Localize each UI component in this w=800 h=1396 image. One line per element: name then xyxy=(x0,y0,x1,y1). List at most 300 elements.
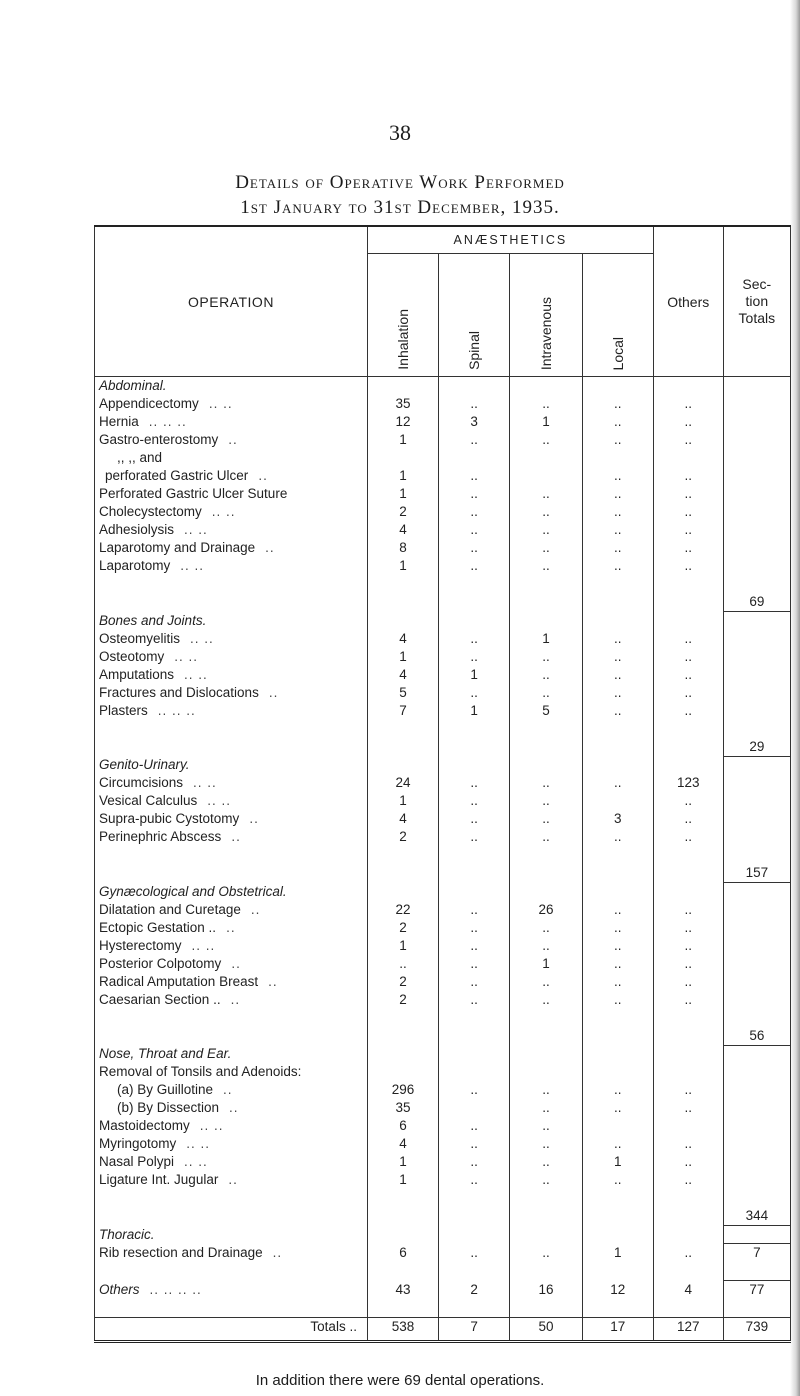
leader-dots: .. .. .. xyxy=(148,414,187,429)
empty-cell xyxy=(439,720,510,738)
section-total-empty xyxy=(723,792,790,810)
operation-name xyxy=(95,630,368,648)
leader-dots: .. .. .. xyxy=(157,702,196,718)
local-value xyxy=(582,1117,653,1135)
spacer-row xyxy=(95,738,791,757)
leader-dots: .. .. xyxy=(174,648,199,664)
total-intravenous: 50 xyxy=(510,1318,582,1342)
spinal-value xyxy=(439,1099,510,1117)
intravenous-value: .. xyxy=(510,557,582,575)
page-number: 38 xyxy=(389,120,411,145)
leader-dots: .. xyxy=(231,829,241,844)
section-total xyxy=(723,846,790,864)
leader-dots: .. .. xyxy=(193,775,217,790)
others-value: .. xyxy=(653,1171,723,1189)
operation-name xyxy=(95,1281,368,1300)
others-value: .. xyxy=(653,937,723,955)
inhalation-value: 12 xyxy=(367,413,438,431)
intravenous-value: .. xyxy=(510,774,582,792)
section-total-empty xyxy=(723,557,790,575)
section-total-empty xyxy=(723,449,790,467)
inhalation-value: 1 xyxy=(367,792,438,810)
empty-cell xyxy=(439,1009,510,1027)
spinal-value: .. xyxy=(439,792,510,810)
inhalation-value: 6 xyxy=(367,1244,438,1263)
local-value: .. xyxy=(582,684,653,702)
section-total-empty xyxy=(723,630,790,648)
intravenous-value: .. xyxy=(510,431,582,449)
inhalation-value: 35 xyxy=(367,395,438,413)
local-value: .. xyxy=(582,774,653,792)
header-local: Local xyxy=(582,254,653,377)
empty-cell xyxy=(510,738,582,757)
operation-name xyxy=(95,413,368,431)
leader-dots: .. .. xyxy=(184,1154,208,1169)
empty-cell xyxy=(439,1226,510,1244)
empty-cell xyxy=(95,1027,368,1046)
total-spinal: 7 xyxy=(439,1318,510,1342)
spinal-value: 2 xyxy=(439,1281,510,1300)
empty-cell xyxy=(582,738,653,757)
others-value: .. xyxy=(653,973,723,991)
empty-cell xyxy=(367,377,438,396)
inhalation-value xyxy=(367,449,438,467)
inhalation-value: 2 xyxy=(367,919,438,937)
empty-cell xyxy=(439,1207,510,1226)
others-value: .. xyxy=(653,810,723,828)
total-others: 127 xyxy=(653,1318,723,1342)
local-value: .. xyxy=(582,1135,653,1153)
operation-label: (a) By Guillotine xyxy=(117,1082,214,1097)
section-total: 56 xyxy=(723,1027,790,1046)
operation-name xyxy=(95,431,368,449)
footnote: In addition there were 69 dental operations. xyxy=(255,1372,545,1389)
empty-cell xyxy=(510,720,582,738)
empty-cell xyxy=(582,593,653,612)
inhalation-value: 22 xyxy=(367,901,438,919)
leader-dots: .. xyxy=(223,1082,233,1097)
local-value: .. xyxy=(582,485,653,503)
section-total-empty xyxy=(723,1117,790,1135)
intravenous-value: .. xyxy=(510,1099,582,1117)
operation-name xyxy=(95,774,368,792)
leader-dots: .. xyxy=(229,1100,239,1115)
table-row xyxy=(95,449,791,467)
section-heading-row xyxy=(95,1226,791,1244)
others-value: .. xyxy=(653,702,723,720)
intravenous-value: .. xyxy=(510,1117,582,1135)
empty-cell xyxy=(510,1299,582,1318)
leader-dots: .. xyxy=(268,684,279,700)
section-heading: Nose, Throat and Ear. xyxy=(95,1045,368,1063)
inhalation-value: 35 xyxy=(367,1099,438,1117)
inhalation-value: 1 xyxy=(367,1153,438,1171)
spinal-value: .. xyxy=(439,395,510,413)
leader-dots: .. xyxy=(250,901,261,917)
section-total-empty xyxy=(723,702,790,720)
local-value: .. xyxy=(582,648,653,666)
empty-cell xyxy=(653,1207,723,1226)
spinal-value: .. xyxy=(439,955,510,973)
empty-cell xyxy=(582,377,653,396)
operation-label: Perinephric Abscess xyxy=(99,829,222,844)
intravenous-value: .. xyxy=(510,1135,582,1153)
table-row xyxy=(95,485,791,503)
operation-name xyxy=(95,702,368,720)
intravenous-value: 26 xyxy=(510,901,582,919)
header-spinal: Spinal xyxy=(439,254,510,377)
empty-cell xyxy=(510,1262,582,1281)
operation-label: Mastoidectomy xyxy=(99,1118,190,1133)
empty-cell xyxy=(367,593,438,612)
intravenous-value: .. xyxy=(510,648,582,666)
leader-dots: .. xyxy=(258,468,268,483)
empty-cell xyxy=(510,883,582,901)
inhalation-value: 4 xyxy=(367,810,438,828)
leader-dots: .. .. xyxy=(184,522,208,537)
empty-cell xyxy=(367,575,438,593)
section-total-empty xyxy=(723,467,790,485)
header-anaesthetics: ANÆSTHETICS xyxy=(367,226,653,254)
spinal-value: 3 xyxy=(439,413,510,431)
empty-cell xyxy=(582,846,653,864)
operation-label: Vesical Calculus xyxy=(99,793,198,808)
empty-cell xyxy=(439,575,510,593)
inhalation-value: 296 xyxy=(367,1081,438,1099)
inhalation-value: 6 xyxy=(367,1117,438,1135)
intravenous-value: 1 xyxy=(510,955,582,973)
others-value: .. xyxy=(653,648,723,666)
operation-label: Perforated Gastric Ulcer Suture xyxy=(99,486,288,501)
spacer-row xyxy=(95,1189,791,1207)
table-row xyxy=(95,991,791,1009)
inhalation-value: 43 xyxy=(367,1281,438,1300)
operation-label: Supra-pubic Cystotomy xyxy=(99,811,240,826)
inhalation-value: 5 xyxy=(367,684,438,702)
operation-label: Rib resection and Drainage xyxy=(99,1244,263,1260)
empty-cell xyxy=(582,1226,653,1244)
operation-name xyxy=(95,792,368,810)
inhalation-value: 1 xyxy=(367,648,438,666)
empty-cell xyxy=(653,756,723,774)
empty-cell xyxy=(510,1045,582,1063)
section-total xyxy=(723,1299,790,1318)
operation-label: perforated Gastric Ulcer xyxy=(105,468,249,483)
local-value: .. xyxy=(582,630,653,648)
spinal-value: .. xyxy=(439,1171,510,1189)
section-heading: Abdominal. xyxy=(95,377,368,396)
empty-cell xyxy=(95,593,368,612)
section-total-empty xyxy=(723,1099,790,1117)
operation-label: Radical Amputation Breast xyxy=(99,973,259,989)
local-value: .. xyxy=(582,919,653,937)
operation-name xyxy=(95,919,368,937)
operation-label: Nasal Polypi xyxy=(99,1154,175,1169)
operation-name xyxy=(95,901,368,919)
section-total-empty xyxy=(723,1081,790,1099)
spacer-row xyxy=(95,864,791,883)
inhalation-value: 4 xyxy=(367,666,438,684)
page-subtitle: 1st January to 31st December, 1935. xyxy=(240,197,560,218)
spinal-value: .. xyxy=(439,901,510,919)
inhalation-value: 2 xyxy=(367,828,438,846)
empty-cell xyxy=(439,738,510,757)
table-row xyxy=(95,919,791,937)
header-section-totals: Sec- tion Totals xyxy=(723,226,790,377)
operation-name xyxy=(95,991,368,1009)
empty-cell xyxy=(510,1226,582,1244)
empty-cell xyxy=(653,1027,723,1046)
others-value: .. xyxy=(653,557,723,575)
local-value: .. xyxy=(582,702,653,720)
others-value: .. xyxy=(653,684,723,702)
section-heading-row xyxy=(95,883,791,901)
table-row xyxy=(95,792,791,810)
others-value xyxy=(653,1063,723,1081)
operation-label: Plasters xyxy=(99,702,148,718)
empty-cell xyxy=(582,756,653,774)
table-row xyxy=(95,1081,791,1099)
empty-cell xyxy=(439,883,510,901)
empty-cell xyxy=(653,1045,723,1063)
spinal-value: .. xyxy=(439,503,510,521)
spacer-row xyxy=(95,846,791,864)
operation-name xyxy=(95,684,368,702)
empty-cell xyxy=(510,864,582,883)
spinal-value: .. xyxy=(439,810,510,828)
table-row xyxy=(95,666,791,684)
section-total xyxy=(723,720,790,738)
intravenous-value: .. xyxy=(510,1171,582,1189)
others-value: .. xyxy=(653,828,723,846)
local-value xyxy=(582,792,653,810)
empty-cell xyxy=(510,377,582,396)
table-row xyxy=(95,1244,791,1263)
operation-label: Others xyxy=(99,1281,140,1297)
others-value: .. xyxy=(653,1135,723,1153)
others-value: .. xyxy=(653,1099,723,1117)
spacer-row xyxy=(95,1207,791,1226)
operation-label: Cholecystectomy xyxy=(99,504,202,519)
empty-cell xyxy=(439,1045,510,1063)
inhalation-value: 7 xyxy=(367,702,438,720)
section-total-empty xyxy=(723,1063,790,1081)
section-total-empty xyxy=(723,521,790,539)
spinal-value: .. xyxy=(439,431,510,449)
empty-cell xyxy=(510,612,582,630)
section-total-empty xyxy=(723,828,790,846)
operation-name xyxy=(95,1117,368,1135)
intravenous-value: .. xyxy=(510,666,582,684)
intravenous-value: .. xyxy=(510,1244,582,1263)
intravenous-value: 5 xyxy=(510,702,582,720)
operation-label: Circumcisions xyxy=(99,775,184,790)
intravenous-value: .. xyxy=(510,503,582,521)
section-total-empty xyxy=(723,973,790,991)
empty-cell xyxy=(95,1009,368,1027)
table-row xyxy=(95,467,791,485)
operation-label: Posterior Colpotomy xyxy=(99,955,222,971)
local-value: .. xyxy=(582,666,653,684)
local-value: .. xyxy=(582,828,653,846)
local-value: .. xyxy=(582,1099,653,1117)
local-value: .. xyxy=(582,467,653,485)
section-total-empty xyxy=(723,1135,790,1153)
leader-dots: .. .. xyxy=(191,937,216,953)
header-others: Others xyxy=(653,226,723,377)
empty-cell xyxy=(582,883,653,901)
others-value: .. xyxy=(653,1081,723,1099)
spinal-value: .. xyxy=(439,539,510,557)
operation-label: Myringotomy xyxy=(99,1136,177,1151)
empty-cell xyxy=(367,612,438,630)
empty-cell xyxy=(653,1262,723,1281)
empty-cell xyxy=(653,593,723,612)
leader-dots: .. .. xyxy=(190,630,214,646)
empty-cell xyxy=(653,612,723,630)
empty-cell xyxy=(439,1189,510,1207)
others-value: .. xyxy=(653,503,723,521)
empty-cell xyxy=(95,720,368,738)
inhalation-value: 2 xyxy=(367,973,438,991)
others-value: .. xyxy=(653,792,723,810)
inhalation-value: 1 xyxy=(367,431,438,449)
operation-name xyxy=(95,1153,368,1171)
section-heading-row xyxy=(95,377,791,396)
operation-name xyxy=(95,666,368,684)
empty-cell xyxy=(582,1045,653,1063)
spacer-row xyxy=(95,1299,791,1318)
table-row xyxy=(95,1099,791,1117)
empty-cell xyxy=(439,1299,510,1318)
header-intravenous: Intravenous xyxy=(510,254,582,377)
others-value: .. xyxy=(653,919,723,937)
operation-name xyxy=(95,521,368,539)
local-value: .. xyxy=(582,1081,653,1099)
table-row xyxy=(95,901,791,919)
table-row xyxy=(95,630,791,648)
others-value xyxy=(653,449,723,467)
empty-cell xyxy=(95,846,368,864)
operation-name xyxy=(95,485,368,503)
operation-label: Laparotomy and Drainage xyxy=(99,540,256,555)
others-value: .. xyxy=(653,1244,723,1263)
section-total-empty xyxy=(723,431,790,449)
empty-cell xyxy=(653,575,723,593)
table-row xyxy=(95,828,791,846)
section-total-empty xyxy=(723,1153,790,1171)
local-value: .. xyxy=(582,937,653,955)
operation-name xyxy=(95,955,368,973)
inhalation-value: 1 xyxy=(367,485,438,503)
section-total: 7 xyxy=(723,1244,790,1263)
spinal-value: .. xyxy=(439,1081,510,1099)
spacer-row xyxy=(95,720,791,738)
leader-dots: .. xyxy=(265,540,275,555)
local-value xyxy=(582,449,653,467)
empty-cell xyxy=(95,864,368,883)
operation-label: Osteotomy xyxy=(99,648,165,664)
section-total-empty xyxy=(723,919,790,937)
spinal-value xyxy=(439,1063,510,1081)
section-total xyxy=(723,1262,790,1281)
intravenous-value: .. xyxy=(510,828,582,846)
others-value: .. xyxy=(653,431,723,449)
table-row xyxy=(95,1117,791,1135)
intravenous-value: .. xyxy=(510,1153,582,1171)
empty-cell xyxy=(367,1189,438,1207)
inhalation-value: 1 xyxy=(367,937,438,955)
leader-dots: .. .. xyxy=(211,504,236,519)
operation-label: Gastro-enterostomy xyxy=(99,432,219,447)
empty-cell xyxy=(582,612,653,630)
totals-label: Totals .. xyxy=(95,1318,368,1342)
intravenous-value xyxy=(510,1063,582,1081)
spinal-value: .. xyxy=(439,1117,510,1135)
others-value: .. xyxy=(653,521,723,539)
empty-cell xyxy=(723,756,790,774)
empty-cell xyxy=(439,1262,510,1281)
table-row xyxy=(95,521,791,539)
leader-dots: .. xyxy=(249,811,259,826)
inhalation-value: 24 xyxy=(367,774,438,792)
empty-cell xyxy=(510,575,582,593)
operation-name xyxy=(95,1135,368,1153)
empty-cell xyxy=(653,738,723,757)
section-total-empty xyxy=(723,901,790,919)
inhalation-value: 4 xyxy=(367,630,438,648)
empty-cell xyxy=(367,1207,438,1226)
empty-cell xyxy=(582,1009,653,1027)
intravenous-value xyxy=(510,467,582,485)
empty-cell xyxy=(582,1207,653,1226)
operation-name xyxy=(95,828,368,846)
others-row xyxy=(95,1281,791,1300)
local-value: .. xyxy=(582,973,653,991)
spinal-value: .. xyxy=(439,973,510,991)
leader-dots: .. .. xyxy=(186,1136,211,1151)
empty-cell xyxy=(582,1027,653,1046)
others-value: .. xyxy=(653,395,723,413)
empty-cell xyxy=(95,575,368,593)
leader-dots: .. .. xyxy=(208,396,233,411)
empty-cell xyxy=(510,1189,582,1207)
local-value: 12 xyxy=(582,1281,653,1300)
spinal-value: .. xyxy=(439,1153,510,1171)
header-inhalation: Inhalation xyxy=(367,254,438,377)
operation-label: Hysterectomy xyxy=(99,937,182,953)
page-title: Details of Operative Work Performed xyxy=(235,172,565,193)
section-total: 344 xyxy=(723,1207,790,1226)
section-heading-row xyxy=(95,756,791,774)
others-value: .. xyxy=(653,467,723,485)
section-total: 77 xyxy=(723,1281,790,1300)
leader-dots: .. xyxy=(268,973,278,989)
intravenous-value: 16 xyxy=(510,1281,582,1300)
inhalation-value: 4 xyxy=(367,1135,438,1153)
local-value: .. xyxy=(582,901,653,919)
section-heading: Bones and Joints. xyxy=(95,612,368,630)
empty-cell xyxy=(582,864,653,883)
total-inhalation: 538 xyxy=(367,1318,438,1342)
leader-dots: .. xyxy=(231,955,241,971)
section-heading: Gynæcological and Obstetrical. xyxy=(95,883,368,901)
table-row xyxy=(95,539,791,557)
empty-cell xyxy=(653,1009,723,1027)
intravenous-value: .. xyxy=(510,395,582,413)
section-heading-row xyxy=(95,612,791,630)
intravenous-value: .. xyxy=(510,1081,582,1099)
